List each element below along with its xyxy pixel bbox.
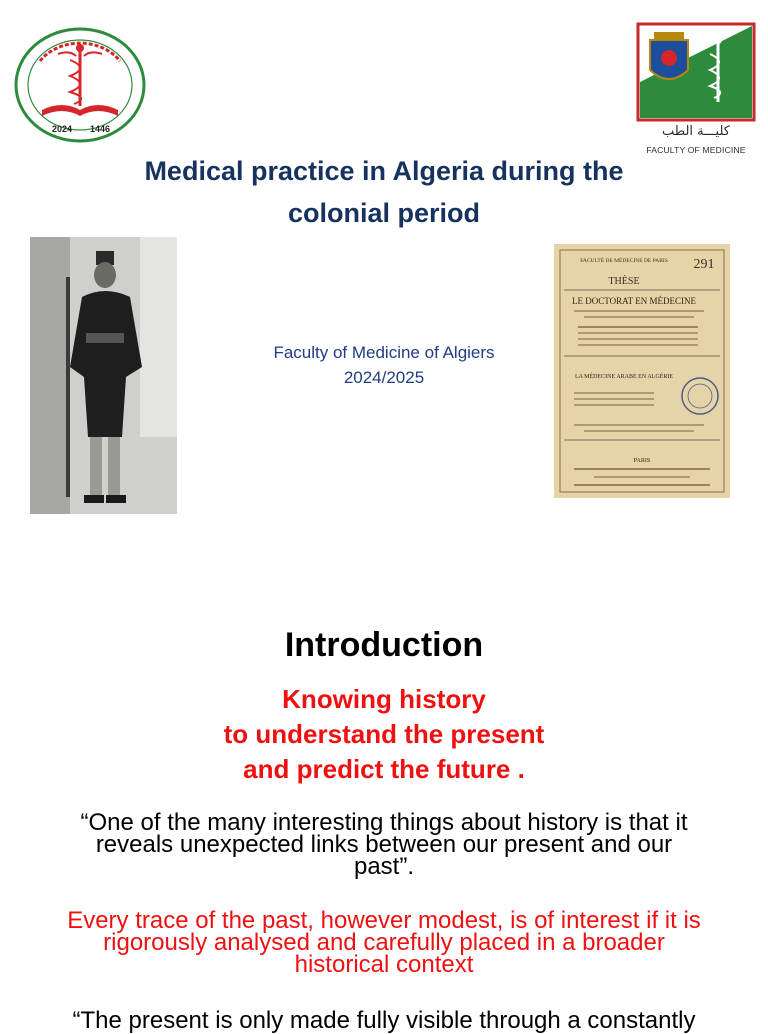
motto-line-3: and predict the future . (243, 754, 525, 784)
quote-2-line-1: Every trace of the past, however modest, is of interest if it is (67, 907, 701, 934)
logo-caption-arabic: كليـــة الطب (662, 124, 730, 139)
quote-1-line-3: past”. (353, 853, 415, 880)
quote-3 (10, 1007, 758, 1034)
thesis-subject: LA MÉDECINE ARABE EN ALGÉRIE (575, 374, 673, 380)
academic-year: 2024/2025 (343, 368, 425, 387)
logo-year-1446: 1446 (89, 124, 111, 134)
quote-3-line-1: “The present is only made fully visible through a constantly (72, 1007, 696, 1034)
thesis-document-image (554, 244, 730, 498)
motto-line-2: to understand the present (223, 719, 545, 749)
quote-1-line-1: “One of the many interesting things about history is that it (80, 809, 688, 836)
quote-1-line-2: reveals unexpected links between our present and our (95, 831, 673, 858)
logo-year-2024: 2024 (51, 124, 73, 134)
title-line-2: colonial period (287, 198, 481, 228)
university-logo (12, 26, 148, 144)
faculty-info (200, 340, 568, 390)
quote-2-line-2: rigorously analysed and carefully placed in a broader (103, 929, 665, 956)
quote-2 (10, 907, 758, 978)
thesis-header: FACULTÉ DE MÉDECINE DE PARIS (580, 258, 668, 264)
motto-line-1: Knowing history (282, 684, 486, 714)
thesis-number: 291 (693, 257, 715, 272)
section-heading: Introduction (284, 626, 484, 664)
thesis-title: THÈSE (608, 276, 640, 287)
title-line-1: Medical practice in Algeria during the (144, 156, 624, 186)
thesis-city: PARIS (633, 458, 651, 464)
thesis-doctorat: LE DOCTORAT EN MÉDECINE (572, 296, 696, 306)
logo-caption-english: FACULTY OF MEDICINE (646, 145, 746, 155)
quote-2-line-3: historical context (294, 951, 474, 978)
quote-1 (10, 809, 758, 880)
faculty-name: Faculty of Medicine of Algiers (273, 343, 495, 362)
historical-portrait-photo (30, 237, 177, 514)
motto (0, 682, 768, 787)
page-title (90, 150, 678, 234)
